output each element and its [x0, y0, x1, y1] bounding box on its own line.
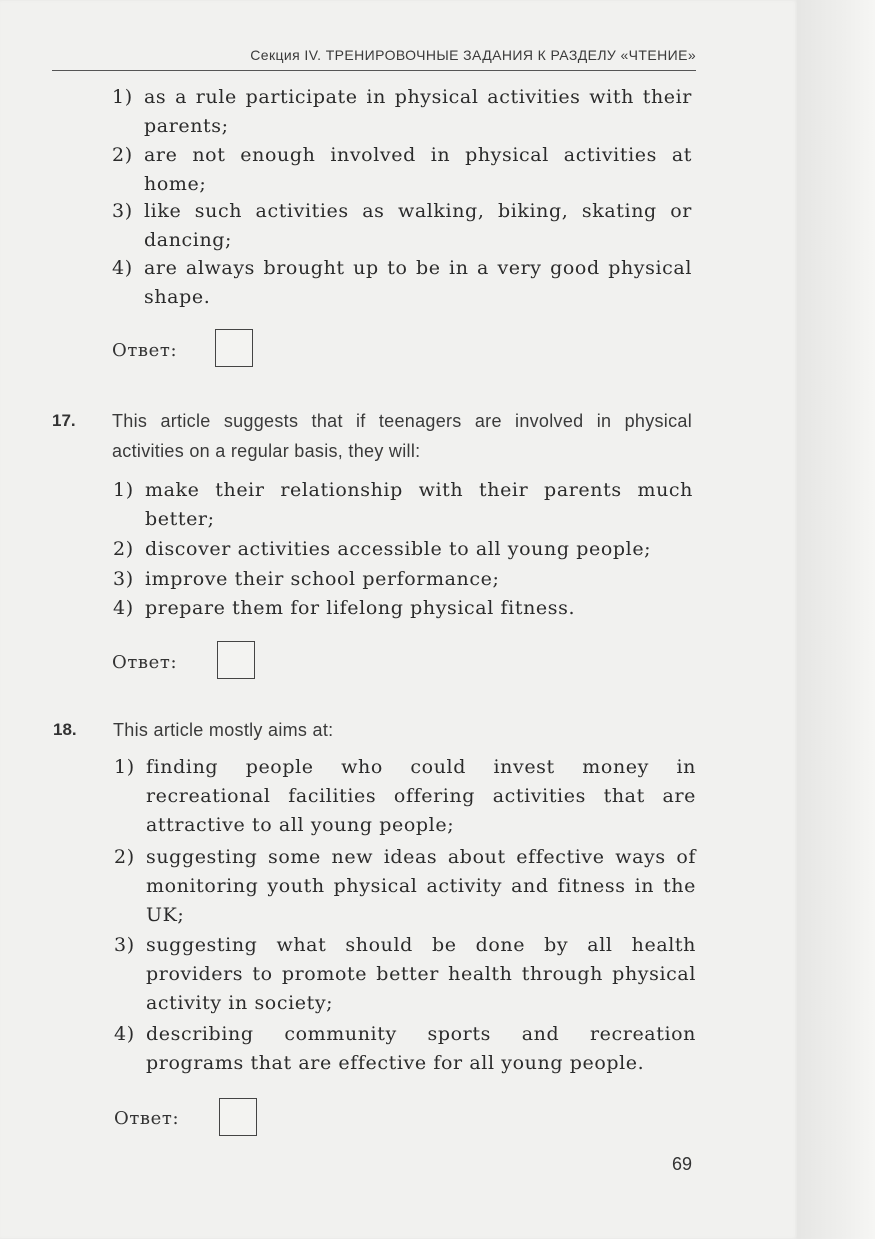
option-number: 4)	[114, 1023, 135, 1045]
option-number: 1)	[114, 756, 135, 778]
q16-option-1	[112, 83, 692, 141]
option-text: are always brought up to be in a very good physical shape.	[144, 257, 692, 308]
q18-option-4	[114, 1020, 696, 1078]
header-divider	[52, 70, 696, 71]
q18-number: 18.	[53, 720, 77, 739]
option-number: 1)	[112, 86, 133, 108]
page-number: 69	[672, 1154, 693, 1174]
option-number: 2)	[112, 144, 133, 166]
option-number: 3)	[114, 934, 135, 956]
q17-option-2	[113, 535, 693, 564]
q18-option-3	[114, 931, 696, 1018]
section-header: Секция IV. ТРЕНИРОВОЧНЫЕ ЗАДАНИЯ К РАЗДЕЛУ «ЧТЕНИЕ»	[250, 47, 696, 63]
option-number: 3)	[113, 568, 134, 590]
option-text: like such activities as walking, biking, skating or dancing;	[144, 200, 692, 251]
option-number: 4)	[112, 257, 133, 279]
q18-question-text: This article mostly aims at:	[113, 720, 334, 740]
q18-option-1	[114, 753, 696, 840]
q17-answer-box[interactable]	[217, 641, 255, 679]
q17-number: 17.	[52, 411, 76, 430]
option-number: 2)	[114, 846, 135, 868]
q18-answer-label: Ответ:	[114, 1108, 180, 1129]
q18-option-2	[114, 843, 696, 930]
q17-answer-label: Ответ:	[112, 652, 178, 673]
option-number: 3)	[112, 200, 133, 222]
option-text: as a rule participate in physical activities with their parents;	[144, 86, 692, 137]
option-text: describing community sports and recreation programs that are effective for all young people.	[146, 1023, 696, 1074]
q17-option-3	[113, 565, 693, 594]
q17-option-4	[113, 594, 693, 623]
option-text: suggesting what should be done by all health providers to promote better health through physical activity in society;	[146, 934, 696, 1014]
option-text: suggesting some new ideas about effective ways of monitoring youth physical activity and fitness in the UK;	[146, 846, 696, 926]
option-text: discover activities accessible to all young people;	[145, 538, 652, 560]
q16-answer-box[interactable]	[215, 329, 253, 367]
q16-option-3	[112, 197, 692, 255]
page-edge	[798, 0, 875, 1239]
option-number: 1)	[113, 479, 134, 501]
option-number: 4)	[113, 597, 134, 619]
option-text: finding people who could invest money in recreational facilities offering activities that are attractive to all young people;	[146, 756, 696, 836]
q16-option-2	[112, 141, 692, 199]
option-number: 2)	[113, 538, 134, 560]
option-text: prepare them for lifelong physical fitness.	[145, 597, 576, 619]
q18-answer-box[interactable]	[219, 1098, 257, 1136]
q17-option-1	[113, 476, 693, 534]
q17-question-text: This article suggests that if teenagers are involved in physical activities on a regular basis, they will:	[112, 411, 692, 461]
option-text: make their relationship with their parents much better;	[145, 479, 693, 530]
option-text: improve their school performance;	[145, 568, 500, 590]
q16-option-4	[112, 254, 692, 312]
option-text: are not enough involved in physical activities at home;	[144, 144, 692, 195]
q16-answer-label: Ответ:	[112, 340, 178, 361]
